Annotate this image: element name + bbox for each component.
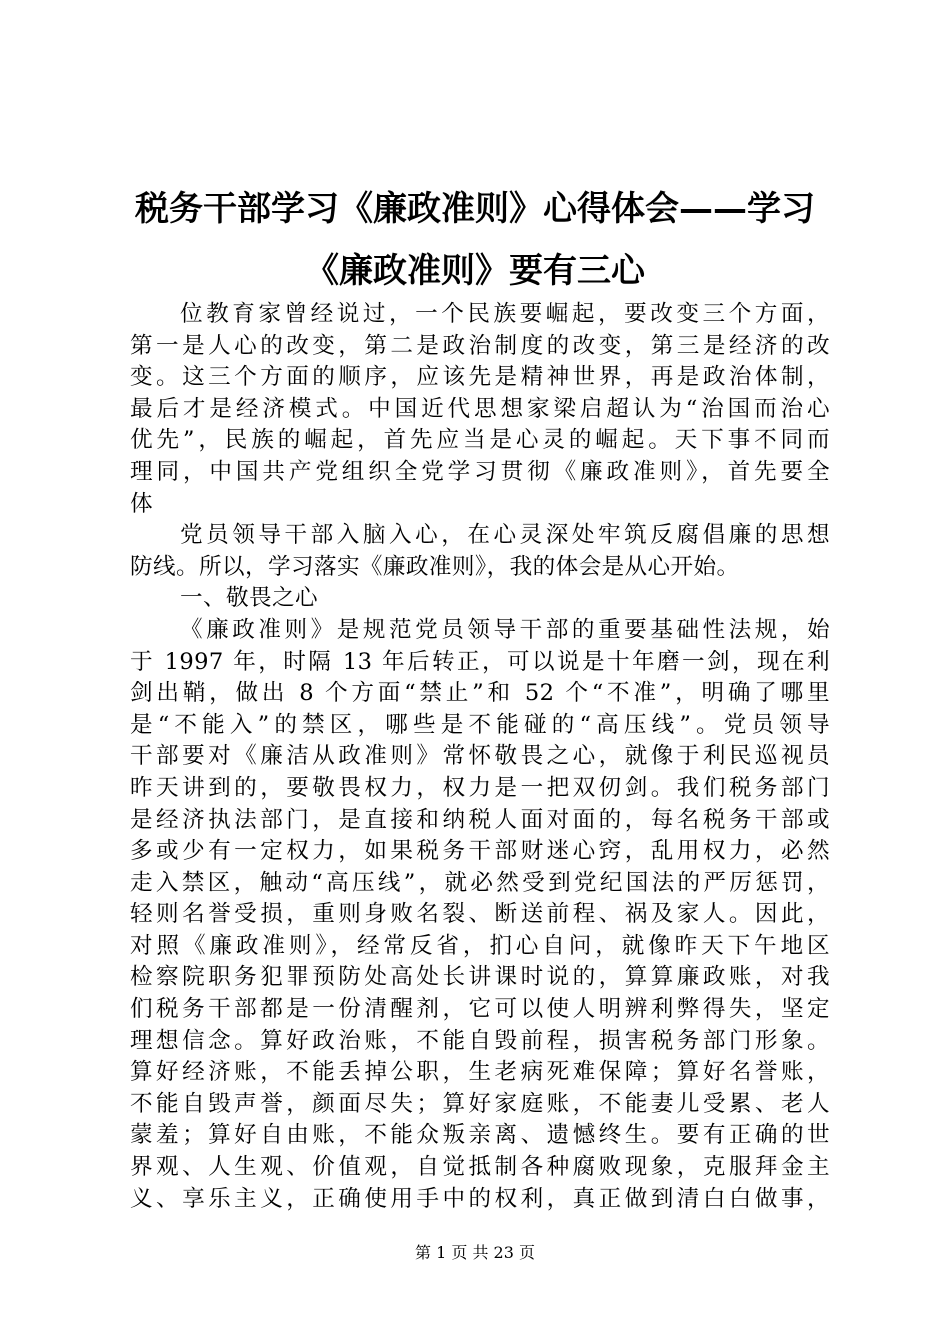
- body-line: 不能自毁声誉，颜面尽失；算好家庭账，不能妻儿受累、老人: [130, 1090, 830, 1117]
- body-line: 多或少有一定权力，如果税务干部财迷心窍，乱用权力，必然: [130, 838, 830, 865]
- document-title-line-1: 税务干部学习《廉政准则》心得体会——学习: [135, 189, 815, 229]
- body-line: 剑出鞘，做出 8 个方面“禁止”和 52 个“不准”，明确了哪里: [130, 680, 830, 707]
- document-title-line-2: 《廉政准则》要有三心: [305, 251, 645, 291]
- document-body: [130, 299, 830, 1215]
- body-line: 变。这三个方面的顺序，应该先是精神世界，再是政治体制，: [130, 364, 830, 391]
- body-line: 对照《廉政准则》，经常反省，扪心自问，就像昨天下午地区: [130, 932, 830, 959]
- body-line: 蒙羞；算好自由账，不能众叛亲离、遗憾终生。要有正确的世: [130, 1122, 830, 1149]
- body-line: 最后才是经济模式。中国近代思想家梁启超认为“治国而治心: [130, 395, 830, 422]
- body-line: 优先”，民族的崛起，首先应当是心灵的崛起。天下事不同而: [130, 427, 830, 454]
- body-line: 是经济执法部门，是直接和纳税人面对面的，每名税务干部或: [130, 806, 830, 833]
- body-line: 是“不能入”的禁区，哪些是不能碰的“高压线”。党员领导: [130, 711, 830, 738]
- body-line: 一、敬畏之心: [180, 585, 318, 612]
- body-line: 位教育家曾经说过，一个民族要崛起，要改变三个方面，: [180, 301, 830, 327]
- body-line: 干部要对《廉洁从政准则》常怀敬畏之心，就像于利民巡视员: [130, 743, 830, 770]
- body-line: 昨天讲到的，要敬畏权力，权力是一把双仞剑。我们税务部门: [130, 774, 830, 801]
- page-footer: 第 1 页 共 23 页: [415, 1243, 535, 1262]
- body-line: 们税务干部都是一份清醒剂，它可以使人明辨利弊得失，坚定: [130, 996, 830, 1023]
- body-line: 《廉政准则》是规范党员领导干部的重要基础性法规，始: [180, 616, 830, 643]
- body-line: 理想信念。算好政治账，不能自毁前程，损害税务部门形象。: [130, 1027, 830, 1054]
- body-line: 轻则名誉受损，重则身败名裂、断送前程、祸及家人。因此，: [130, 901, 830, 928]
- body-line: 理同，中国共产党组织全党学习贯彻《廉政准则》，首先要全: [130, 458, 830, 485]
- body-line: 界观、人生观、价值观，自觉抵制各种腐败现象，克服拜金主: [130, 1154, 830, 1181]
- body-line: 党员领导干部入脑入心，在心灵深处牢筑反腐倡廉的思想: [180, 522, 830, 549]
- body-line: 走入禁区，触动“高压线”，就必然受到党纪国法的严厉惩罚，: [130, 869, 830, 896]
- body-line: 体: [130, 490, 153, 517]
- body-line: 第一是人心的改变，第二是政治制度的改变，第三是经济的改: [130, 332, 830, 359]
- body-line: 义、享乐主义，正确使用手中的权利，真正做到清白白做事，: [130, 1185, 830, 1212]
- body-line: 防线。所以，学习落实《廉政准则》，我的体会是从心开始。: [130, 553, 740, 580]
- body-line: 算好经济账，不能丢掉公职，生老病死难保障；算好名誉账，: [130, 1059, 830, 1086]
- body-line: 于 1997 年，时隔 13 年后转正，可以说是十年磨一剑，现在利: [130, 648, 830, 675]
- body-line: 检察院职务犯罪预防处高处长讲课时说的，算算廉政账，对我: [130, 964, 830, 991]
